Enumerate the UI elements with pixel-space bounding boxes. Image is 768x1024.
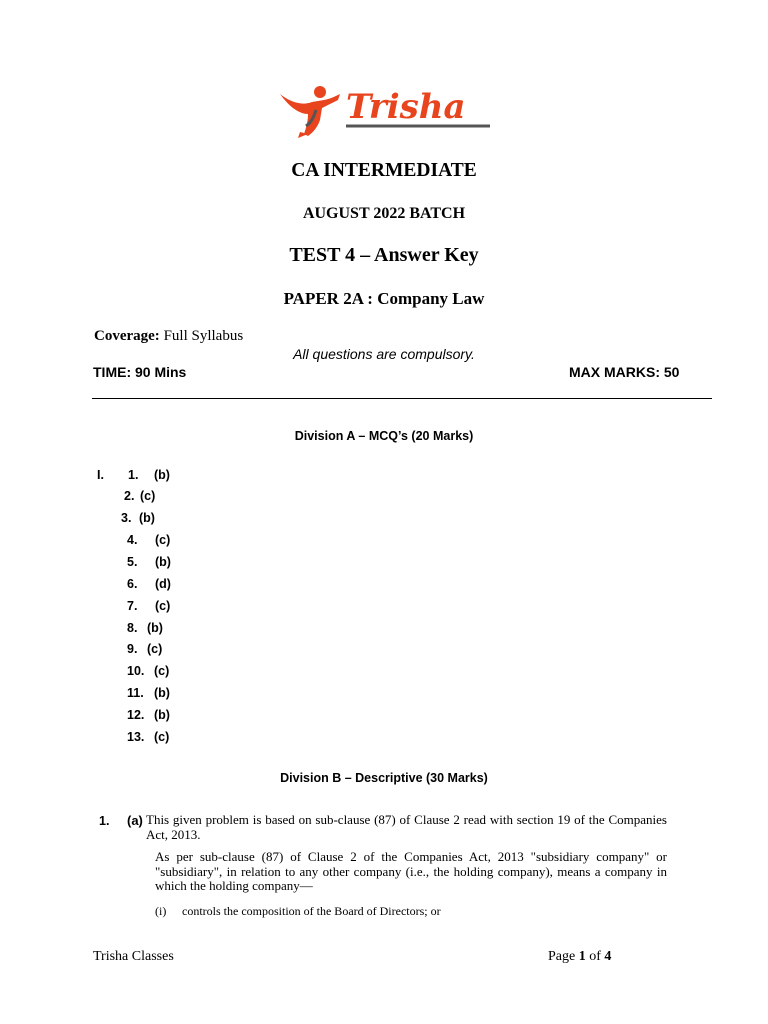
mcq-option: (b) (154, 468, 170, 482)
mcq-option: (b) (154, 708, 170, 722)
mcq-answer (127, 708, 170, 722)
mcq-number: 3. (121, 511, 132, 525)
mcq-option: (c) (154, 730, 170, 744)
question-part-label: (a) (127, 813, 143, 828)
mcq-option: (d) (155, 577, 171, 591)
coverage-value: Full Syllabus (163, 328, 244, 344)
section-roman-numeral: I. (97, 468, 104, 482)
mcq-option: (b) (154, 686, 170, 700)
coverage-label: Coverage: (94, 328, 160, 344)
mcq-number: 5. (127, 555, 138, 569)
trisha-logo (276, 80, 494, 142)
mcq-number: 11. (127, 686, 144, 700)
coverage-line (94, 328, 243, 345)
mcq-answer (127, 533, 170, 547)
mcq-option: (c) (147, 642, 163, 656)
mcq-answer (127, 664, 169, 678)
mcq-number: 4. (127, 533, 138, 547)
sub-point-number: (i) (155, 904, 167, 918)
question-number: 1. (99, 814, 110, 828)
mcq-answer (127, 642, 162, 656)
test-title: TEST 4 – Answer Key (289, 244, 479, 266)
paper-title: PAPER 2A : Company Law (283, 289, 485, 308)
logo-wordmark: Trisha (346, 87, 466, 127)
answer-paragraph: As per sub-clause (87) of Clause 2 of the Companies Act, 2013 "subsidiary company" or "subsidiary", in relation to any other company (i.e., the holding company), means a company in which the holding company— (155, 849, 667, 893)
max-marks-label: MAX MARKS: 50 (569, 364, 680, 380)
mcq-option: (b) (147, 621, 163, 635)
mcq-number: 13. (127, 730, 145, 744)
mcq-answer (128, 468, 170, 482)
mcq-option: (b) (139, 511, 155, 525)
mcq-number: 10. (127, 664, 145, 678)
mcq-number: 12. (127, 708, 145, 722)
batch-title: AUGUST 2022 BATCH (302, 205, 466, 222)
mcq-number: 6. (127, 577, 138, 591)
page-of: of (589, 949, 601, 964)
mcq-number: 1. (128, 468, 139, 482)
mcq-number: 9. (127, 642, 138, 656)
mcq-number: 2. (124, 489, 135, 503)
sub-point-text: controls the composition of the Board of Directors; or (182, 904, 441, 918)
mcq-option: (c) (140, 489, 156, 503)
mcq-answer (127, 577, 171, 591)
mcq-answer (127, 621, 163, 635)
mcq-answer (127, 599, 170, 613)
time-label: TIME: 90 Mins (93, 364, 187, 380)
mcq-option: (c) (155, 533, 171, 547)
page-label: Page (548, 949, 576, 964)
mcq-answer (124, 489, 155, 503)
mcq-option: (c) (154, 664, 170, 678)
page-number (548, 949, 611, 965)
instruction-text: All questions are compulsory. (293, 346, 475, 362)
mcq-answer (127, 555, 171, 569)
mcq-number: 8. (127, 621, 138, 635)
mcq-answer (121, 511, 155, 525)
page-current: 1 (578, 949, 586, 964)
mcq-option: (b) (155, 555, 171, 569)
mcq-number: 7. (127, 599, 138, 613)
mcq-option: (c) (155, 599, 171, 613)
mcq-answer (127, 686, 170, 700)
mcq-answer (127, 730, 169, 744)
page-total: 4 (604, 949, 612, 964)
division-a-heading: Division A – MCQ’s (20 Marks) (294, 429, 474, 443)
page-title: CA INTERMEDIATE (291, 160, 477, 181)
footer-brand: Trisha Classes (93, 949, 174, 964)
header-divider (92, 398, 712, 399)
division-b-heading: Division B – Descriptive (30 Marks) (280, 771, 488, 785)
answer-paragraph: This given problem is based on sub-clause (87) of Clause 2 read with section 19 of the Companies Act, 2013. (146, 812, 667, 842)
